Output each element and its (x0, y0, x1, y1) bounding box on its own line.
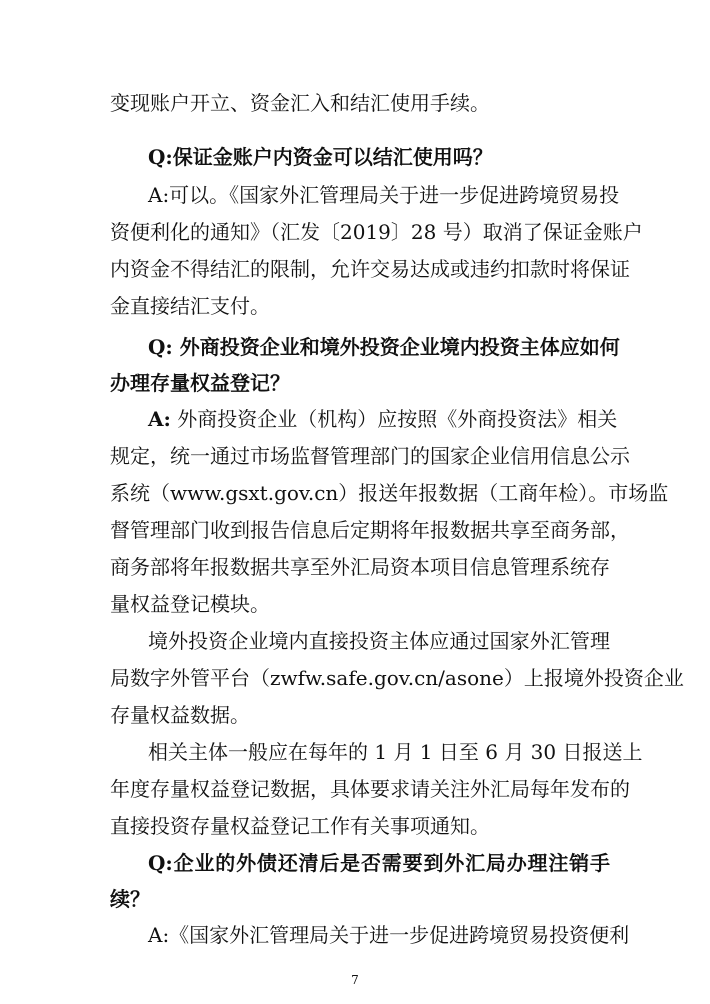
answer-line: A:《国家外汇管理局关于进一步促进跨境贸易投资便利 (148, 923, 630, 947)
answer-line: 存量权益数据。 (110, 703, 250, 727)
question-heading: Q: 外商投资企业和境外投资企业境内投资主体应如何 (148, 335, 620, 359)
answer-line: 金直接结汇支付。 (110, 294, 270, 318)
answer-line: 督管理部门收到报告信息后定期将年报数据共享至商务部， (110, 518, 630, 542)
answer-text: 外商投资企业（机构）应按照《外商投资法》相关 (170, 407, 618, 431)
question-heading: Q:保证金账户内资金可以结汇使用吗？ (148, 145, 493, 169)
answer-line: 量权益登记模块。 (110, 592, 270, 616)
answer-line: A:可以。《国家外汇管理局关于进一步促进跨境贸易投 (148, 183, 620, 207)
question-heading: 续？ (110, 887, 150, 911)
page-number: 7 (351, 973, 359, 987)
answer-line: 相关主体一般应在每年的 1 月 1 日至 6 月 30 日报送上 (148, 740, 643, 764)
question-heading: Q:企业的外债还清后是否需要到外汇局办理注销手 (148, 851, 610, 875)
paragraph-line: 变现账户开立、资金汇入和结汇使用手续。 (110, 91, 490, 115)
answer-line: 局数字外管平台（zwfw.safe.gov.cn/asone）上报境外投资企业 (110, 666, 684, 690)
answer-line: 规定，统一通过市场监督管理部门的国家企业信用信息公示 (110, 444, 630, 468)
answer-line: 商务部将年报数据共享至外汇局资本项目信息管理系统存 (110, 555, 610, 579)
answer-line: 内资金不得结汇的限制，允许交易达成或违约扣款时将保证 (110, 257, 630, 281)
answer-line: 境外投资企业境内直接投资主体应通过国家外汇管理 (148, 629, 610, 653)
answer-line: 系统（www.gsxt.gov.cn）报送年报数据（工商年检）。市场监 (110, 481, 669, 505)
answer-label: A: (148, 407, 171, 431)
answer-line: 资便利化的通知》（汇发〔2019〕28 号）取消了保证金账户 (110, 220, 643, 244)
answer-line (148, 404, 618, 434)
question-heading: 办理存量权益登记？ (110, 371, 290, 395)
answer-line: 直接投资存量权益登记工作有关事项通知。 (110, 814, 490, 838)
answer-line: 年度存量权益登记数据，具体要求请关注外汇局每年发布的 (110, 777, 630, 801)
